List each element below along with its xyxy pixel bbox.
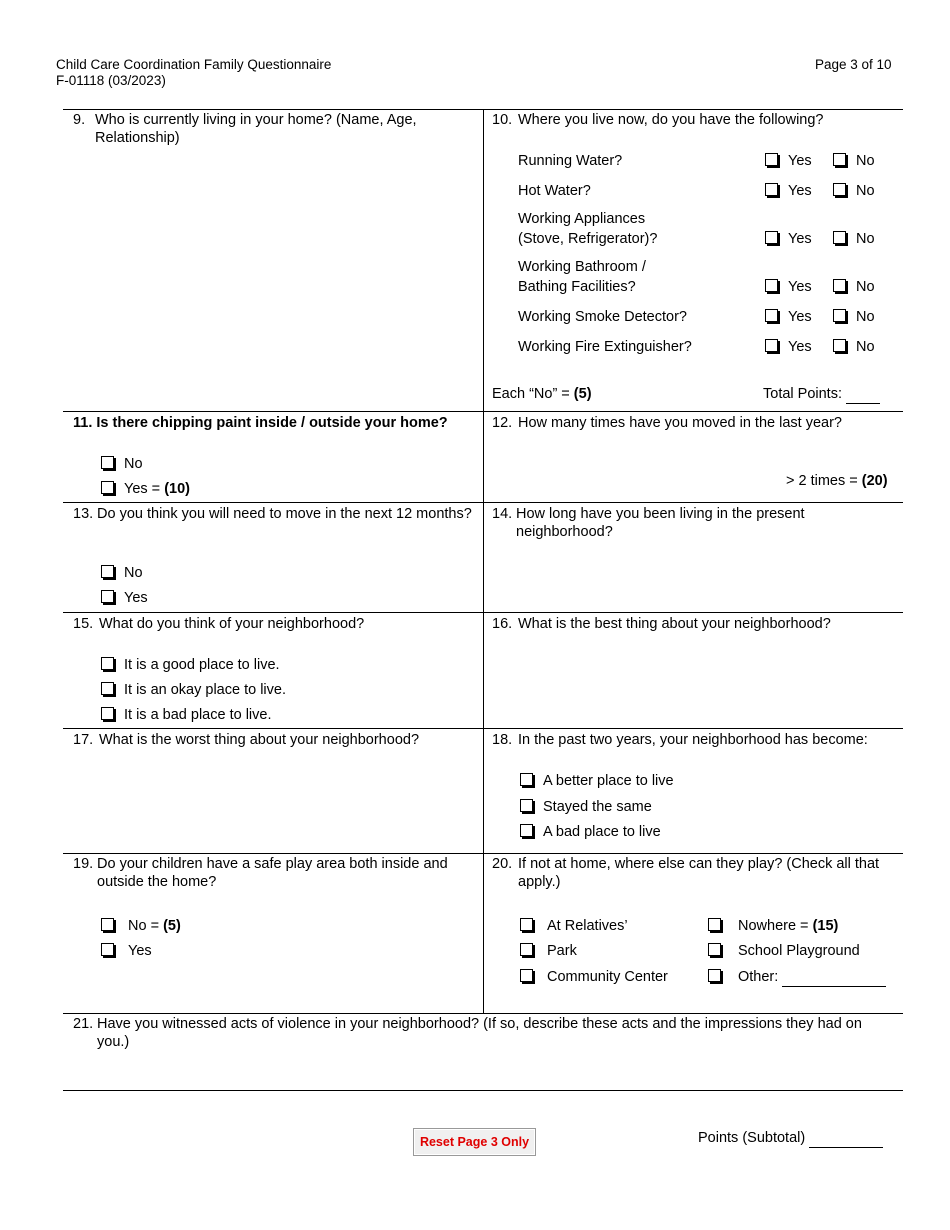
subtotal-field[interactable] (809, 1129, 883, 1148)
q10-item-label: Working Fire Extinguisher? (518, 339, 692, 355)
checkbox[interactable] (765, 339, 778, 352)
q10-item-label: Hot Water? (518, 183, 591, 199)
checkbox[interactable] (520, 969, 533, 982)
q10-number: 10. (492, 112, 513, 128)
q19-text: Do your children have a safe play area both inside and outside the home? (97, 856, 448, 890)
q13-yes-option[interactable]: Yes (101, 589, 148, 607)
q19-number: 19. (73, 856, 94, 872)
checkbox[interactable] (101, 657, 114, 670)
q20-text: If not at home, where else can they play? (Check all that apply.) (518, 856, 880, 890)
q17-text: What is the worst thing about your neighborhood? (99, 732, 420, 748)
checkbox[interactable] (833, 339, 846, 352)
checkbox[interactable] (833, 309, 846, 322)
q11-text: 11. Is there chipping paint inside / outside your home? (73, 415, 448, 431)
checkbox[interactable] (833, 153, 846, 166)
checkbox[interactable] (765, 183, 778, 196)
q10-no-option[interactable]: No (833, 278, 875, 296)
q10-yes-option[interactable]: Yes (765, 230, 812, 248)
q12-number: 12. (492, 415, 513, 431)
q20-number: 20. (492, 856, 513, 872)
checkbox[interactable] (520, 773, 533, 786)
page-label: Page 3 of 10 (815, 57, 892, 72)
q20-nowhere-option[interactable]: Nowhere = (15) (708, 917, 838, 935)
q18-text: In the past two years, your neighborhood has become: (518, 732, 868, 748)
q10-yes-option[interactable]: Yes (765, 278, 812, 296)
q15-number: 15. (73, 616, 94, 632)
q11-yes-option[interactable]: Yes = (10) (101, 480, 190, 498)
q13-number: 13. (73, 506, 94, 522)
q20-other-option[interactable]: Other: (708, 968, 886, 987)
q18-option[interactable]: Stayed the same (520, 798, 652, 816)
q13-text: Do you think you will need to move in the next 12 months? (97, 506, 472, 522)
q10-item-label-line2: Bathing Facilities? (518, 279, 636, 295)
q10-yes-option[interactable]: Yes (765, 152, 812, 170)
q12-text: How many times have you moved in the last year? (518, 415, 842, 431)
q20-option[interactable]: Park (520, 942, 577, 960)
q10-item-label-line2: (Stove, Refrigerator)? (518, 231, 658, 247)
q15-text: What do you think of your neighborhood? (99, 616, 365, 632)
checkbox[interactable] (520, 824, 533, 837)
points-subtotal: Points (Subtotal) (698, 1129, 883, 1148)
q21-text: Have you witnessed acts of violence in your neighborhood? (If so, describe these acts and the impressions they had on you.) (97, 1016, 862, 1050)
q10-item-label: Running Water? (518, 153, 623, 169)
q10-no-option[interactable]: No (833, 230, 875, 248)
q10-text: Where you live now, do you have the following? (518, 112, 824, 128)
q9-text: Who is currently living in your home? (Name, Age, Relationship) (95, 112, 417, 146)
checkbox[interactable] (765, 279, 778, 292)
checkbox[interactable] (520, 918, 533, 931)
q10-yes-option[interactable]: Yes (765, 182, 812, 200)
checkbox[interactable] (101, 918, 114, 931)
checkbox[interactable] (833, 231, 846, 244)
column-divider (483, 109, 484, 1013)
q12-score: > 2 times = (20) (786, 473, 888, 489)
checkbox[interactable] (101, 481, 114, 494)
q10-no-option[interactable]: No (833, 338, 875, 356)
q19-yes-option[interactable]: Yes (101, 942, 152, 960)
q16-text: What is the best thing about your neighborhood? (518, 616, 831, 632)
q10-each-no-points: Each “No” = (5) (492, 386, 592, 402)
other-text-field[interactable] (782, 968, 886, 987)
q10-total-points: Total Points: (763, 385, 880, 404)
checkbox[interactable] (101, 707, 114, 720)
q20-option[interactable]: At Relatives’ (520, 917, 628, 935)
q10-yes-option[interactable]: Yes (765, 308, 812, 326)
q13-no-option[interactable]: No (101, 564, 143, 582)
checkbox[interactable] (765, 309, 778, 322)
q10-no-option[interactable]: No (833, 152, 875, 170)
q15-option[interactable]: It is a bad place to live. (101, 706, 272, 724)
q19-no-option[interactable]: No = (5) (101, 917, 181, 935)
q18-number: 18. (492, 732, 513, 748)
total-points-field[interactable] (846, 385, 880, 404)
checkbox[interactable] (520, 943, 533, 956)
q10-yes-option[interactable]: Yes (765, 338, 812, 356)
checkbox[interactable] (101, 456, 114, 469)
q10-item-label: Working Smoke Detector? (518, 309, 687, 325)
q18-option[interactable]: A better place to live (520, 772, 674, 790)
q16-number: 16. (492, 616, 513, 632)
q14-number: 14. (492, 506, 513, 522)
checkbox[interactable] (833, 279, 846, 292)
q18-option[interactable]: A bad place to live (520, 823, 661, 841)
checkbox[interactable] (101, 682, 114, 695)
q20-option[interactable]: Community Center (520, 968, 668, 986)
checkbox[interactable] (765, 231, 778, 244)
q10-item-label: Working Bathroom / (518, 259, 646, 275)
q10-no-option[interactable]: No (833, 308, 875, 326)
checkbox[interactable] (833, 183, 846, 196)
checkbox[interactable] (101, 565, 114, 578)
q21-number: 21. (73, 1016, 94, 1032)
checkbox[interactable] (708, 969, 721, 982)
q14-text: How long have you been living in the present neighborhood? (516, 506, 805, 540)
q10-item-label: Working Appliances (518, 211, 646, 227)
q17-number: 17. (73, 732, 94, 748)
checkbox[interactable] (708, 918, 721, 931)
q20-school-option[interactable]: School Playground (708, 942, 860, 960)
checkbox[interactable] (101, 943, 114, 956)
divider (63, 1013, 903, 1014)
form-title: Child Care Coordination Family Questionnaire (56, 57, 332, 72)
reset-page-button[interactable]: Reset Page 3 Only (413, 1128, 536, 1156)
checkbox[interactable] (708, 943, 721, 956)
q9-number: 9. (73, 112, 86, 128)
q15-option[interactable]: It is an okay place to live. (101, 681, 286, 699)
checkbox[interactable] (101, 590, 114, 603)
checkbox[interactable] (765, 153, 778, 166)
form-number: F-01118 (03/2023) (56, 73, 166, 88)
checkbox[interactable] (520, 799, 533, 812)
q15-option[interactable]: It is a good place to live. (101, 656, 280, 674)
q10-no-option[interactable]: No (833, 182, 875, 200)
q11-no-option[interactable]: No (101, 455, 143, 473)
divider (63, 1090, 903, 1091)
